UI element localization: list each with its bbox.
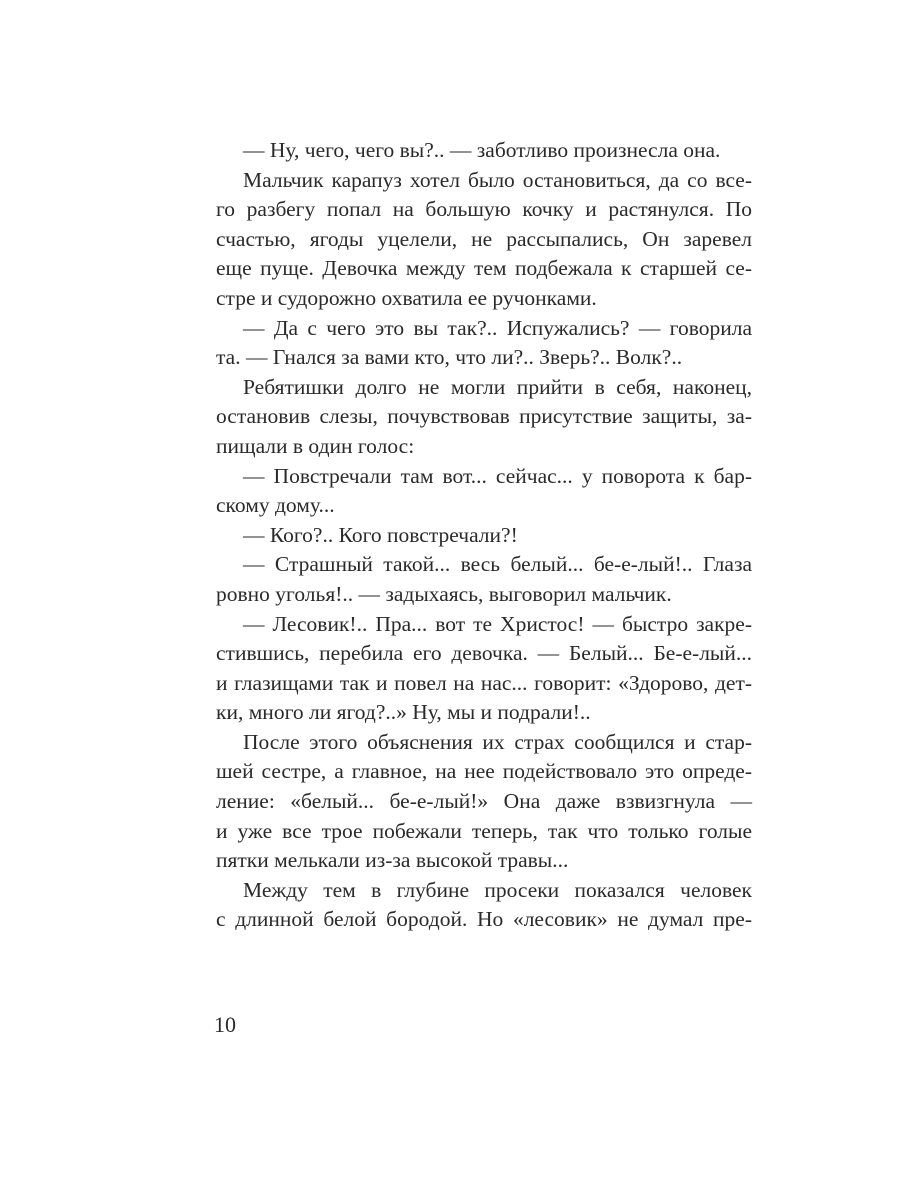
text-line: Между тем в глубине просеки показался человек [243, 877, 752, 902]
text-line: стившись, перебила его девочка. — Белый... Бе-е-лый... [216, 641, 752, 666]
text-line: — Да с чего это вы так?.. Испужались? — говорила [243, 315, 752, 340]
text-line: Мальчик карапуз хотел было остановиться, да со все- [243, 167, 752, 192]
text-line: ление: «белый... бе-е-лый!» Она даже взвизгнула — [216, 789, 752, 814]
text-line: — Лесовик!.. Пра... вот те Христос! — быстро закре- [243, 611, 752, 636]
text-line: счастью, ягоды уцелели, не рассыпались, Он заревел [216, 226, 752, 251]
text-line: еще пуще. Девочка между тем подбежала к старшей се- [216, 256, 752, 281]
text-line: стре и судорожно охватила ее ручонками. [216, 285, 597, 310]
text-line: Ребятишки долго не могли прийти в себя, наконец, [243, 374, 752, 399]
text-line: скому дому... [216, 493, 335, 518]
text-line: пищали в один голос: [216, 433, 415, 458]
text-line: с длинной белой бородой. Но «лесовик» не думал пре- [216, 907, 752, 932]
page-number: 10 [214, 1012, 236, 1037]
text-line: и глазищами так и повел на нас... говорит: «Здорово, дет- [216, 670, 752, 695]
text-line: шей сестре, а главное, на нее подействовало это опреде- [216, 759, 752, 784]
text-line: го разбегу попал на большую кочку и растянулся. По [216, 197, 752, 222]
text-line: — Повстречали там вот... сейчас... у поворота к бар- [243, 463, 752, 488]
text-line: та. — Гнался за вами кто, что ли?.. Зверь?.. Волк?.. [216, 345, 683, 370]
text-line: — Страшный такой... весь белый... бе-е-лый!.. Глаза [243, 552, 752, 577]
text-line: остановив слезы, почувствовав присутствие защиты, за- [216, 404, 752, 429]
text-line: После этого объяснения их страх сообщился и стар- [243, 729, 752, 754]
text-line: ки, много ли ягод?..» Ну, мы и подрали!.. [216, 700, 591, 725]
body-text [216, 136, 752, 935]
text-line: пятки мелькали из-за высокой травы... [216, 848, 569, 873]
text-line: — Кого?.. Кого повстречали?! [243, 522, 518, 547]
text-line: и уже все трое побежали теперь, так что только голые [216, 818, 752, 843]
text-line: — Ну, чего, чего вы?.. — заботливо произнесла она. [243, 138, 721, 162]
text-line: ровно уголья!.. — задыхаясь, выговорил мальчик. [216, 581, 672, 606]
